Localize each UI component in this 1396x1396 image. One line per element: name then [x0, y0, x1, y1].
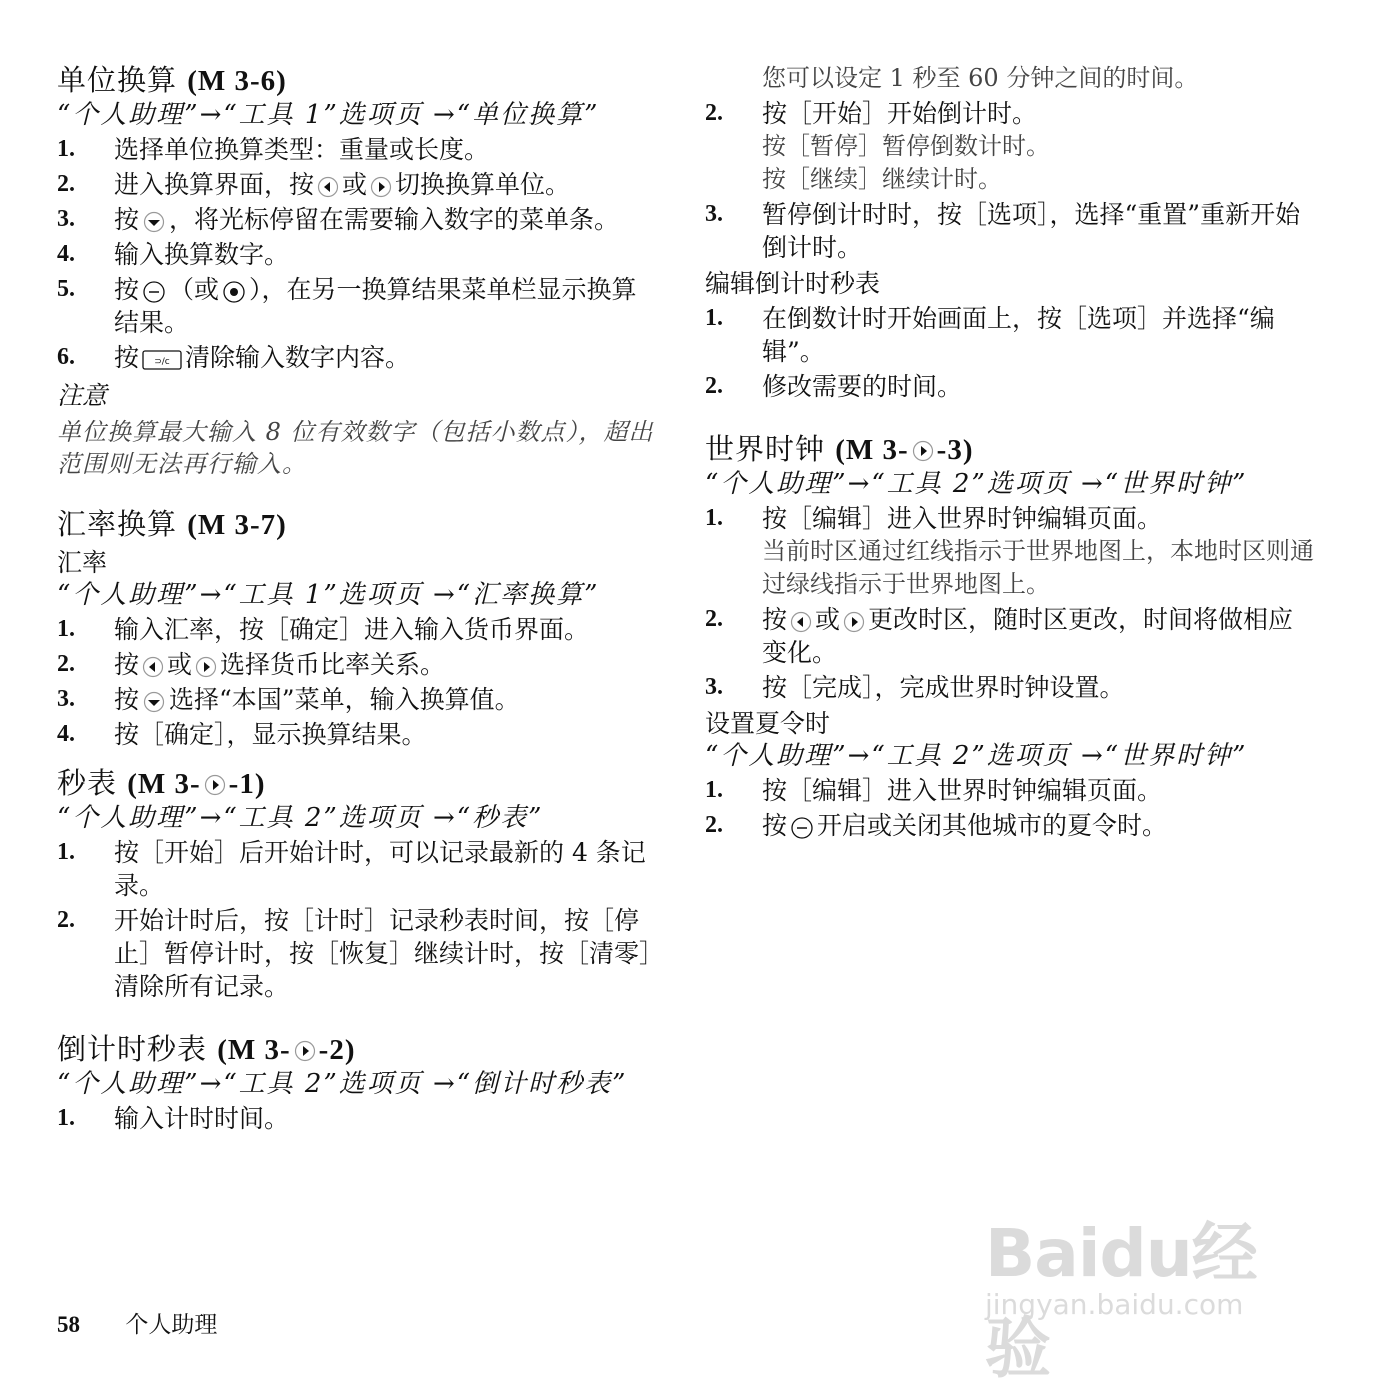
steps-list [705, 302, 1315, 403]
watermark-url: jingyan.baidu.com [985, 1288, 1244, 1321]
list-item: 2. 按［开始］开始倒计时。 按［暂停］暂停倒数计时。 按［继续］继续计时。 [705, 99, 1050, 193]
section-heading-world-clock: 世界时钟 (M 3- -3) [705, 432, 974, 466]
subsection-heading: 设置夏令时 [705, 709, 831, 738]
steps-list [57, 133, 657, 374]
nav-right-key-icon [195, 656, 217, 678]
list-item: 3. 按［完成］，完成世界时钟设置。 [705, 673, 1125, 702]
nav-left-key-icon [142, 656, 164, 678]
list-item: 4. 输入换算数字。 [57, 240, 290, 269]
nav-left-key-icon [790, 611, 812, 633]
footer-section-title: 个人助理 [125, 1312, 218, 1338]
nav-down-key-icon [142, 211, 166, 233]
clear-key-icon [142, 349, 182, 371]
list-item: 2. 按 或 选择货币比率关系。 [57, 650, 446, 679]
list-item: 1. 输入汇率，按［确定］进入输入货币界面。 [57, 615, 590, 644]
list-item: 您可以设定 1 秒至 60 分钟之间的时间。 [762, 64, 1199, 92]
list-item: 1. 按［编辑］进入世界时钟编辑页面。 当前时区通过红线指示于世界地图上，本地时区则通过绿线指示于世界地图上。 [705, 504, 1314, 598]
list-item: 4. 按［确定］，显示换算结果。 [57, 720, 427, 749]
menu-path: “个人助理”→“工具 2”选项页 →“倒计时秒表” [57, 1069, 628, 1099]
list-item: 1. 在倒数计时开始画面上，按［选项］并选择“编辑”。 [705, 304, 1275, 366]
section-heading-stopwatch: 秒表 (M 3- -1) [57, 766, 266, 800]
steps-list [57, 613, 657, 751]
nav-down-key-icon [142, 691, 166, 713]
list-item: 1. 选择单位换算类型：重量或长度。 [57, 135, 490, 164]
nav-right-key-icon [843, 611, 865, 633]
menu-path: “个人助理”→“工具 2”选项页 →“世界时钟” [705, 469, 1248, 499]
list-item: 1. 按［开始］后开始计时，可以记录最新的 4 条记录。 [57, 838, 646, 900]
soft-key-icon [790, 816, 814, 840]
list-item: 1. 按［编辑］进入世界时钟编辑页面。 [705, 776, 1163, 805]
nav-right-key-icon [204, 774, 226, 796]
note-heading: 注意 [57, 381, 108, 410]
subsection-heading: 汇率 [57, 548, 108, 577]
nav-right-key-icon [370, 176, 392, 198]
list-item: 3. 暂停倒计时时，按［选项］，选择“重置”重新开始倒计时。 [705, 200, 1301, 262]
list-item: 2. 修改需要的时间。 [705, 372, 963, 401]
section-heading-countdown: 倒计时秒表 (M 3- -2) [57, 1032, 356, 1066]
baidu-watermark [985, 1180, 1315, 1387]
list-item: 2. 进入换算界面，按 或 切换换算单位。 [57, 170, 571, 199]
steps-list [705, 502, 1315, 704]
menu-path: “个人助理”→“工具 2”选项页 →“世界时钟” [705, 741, 1248, 771]
soft-key-icon [142, 280, 166, 304]
steps-list [705, 774, 1315, 842]
section-heading-unit-conversion: 单位换算 (M 3-6) [57, 63, 287, 97]
steps-list [57, 836, 657, 1003]
watermark-logo: Baidu经验 [985, 1215, 1257, 1387]
page-number: 58 [57, 1312, 80, 1337]
svg-text:⊃/c: ⊃/c [154, 356, 170, 367]
menu-path: “个人助理”→“工具 2”选项页 →“秒表” [57, 803, 544, 833]
list-item: 6. 按 ⊃/c 清除输入数字内容。 [57, 343, 411, 372]
list-item: 2. 开始计时后，按［计时］记录秒表时间，按［停止］暂停计时，按［恢复］继续计时，按［清零］清除所有记录。 [57, 906, 652, 1001]
left-column [57, 62, 657, 1137]
list-item: 5. 按 （或 ），在另一换算结果菜单栏显示换算结果。 [57, 275, 637, 337]
menu-path: “个人助理”→“工具 1”选项页 →“汇率换算” [57, 580, 600, 610]
center-select-key-icon [222, 280, 246, 304]
subsection-heading: 编辑倒计时秒表 [705, 269, 881, 298]
section-heading-exchange-rate: 汇率换算 (M 3-7) [57, 507, 287, 541]
note-text: 单位换算最大输入 8 位有效数字（包括小数点），超出范围则无法再行输入。 [57, 418, 654, 478]
steps-list [705, 62, 1315, 264]
right-column [705, 62, 1315, 844]
list-item: 2. 按 开启或关闭其他城市的夏令时。 [705, 811, 1168, 840]
nav-right-key-icon [294, 1040, 316, 1062]
list-item: 1. 输入计时时间。 [57, 1104, 290, 1133]
list-item: 3. 按 选择“本国”菜单，输入换算值。 [57, 685, 520, 714]
page-footer [57, 1306, 217, 1339]
list-item: 2. 按 或 更改时区，随时区更改，时间将做相应变化。 [705, 605, 1294, 667]
nav-right-key-icon [912, 440, 934, 462]
menu-path: “个人助理”→“工具 1”选项页 →“单位换算” [57, 100, 600, 130]
nav-left-key-icon [317, 176, 339, 198]
steps-list [57, 1102, 657, 1135]
list-item: 3. 按 ，将光标停留在需要输入数字的菜单条。 [57, 205, 620, 234]
